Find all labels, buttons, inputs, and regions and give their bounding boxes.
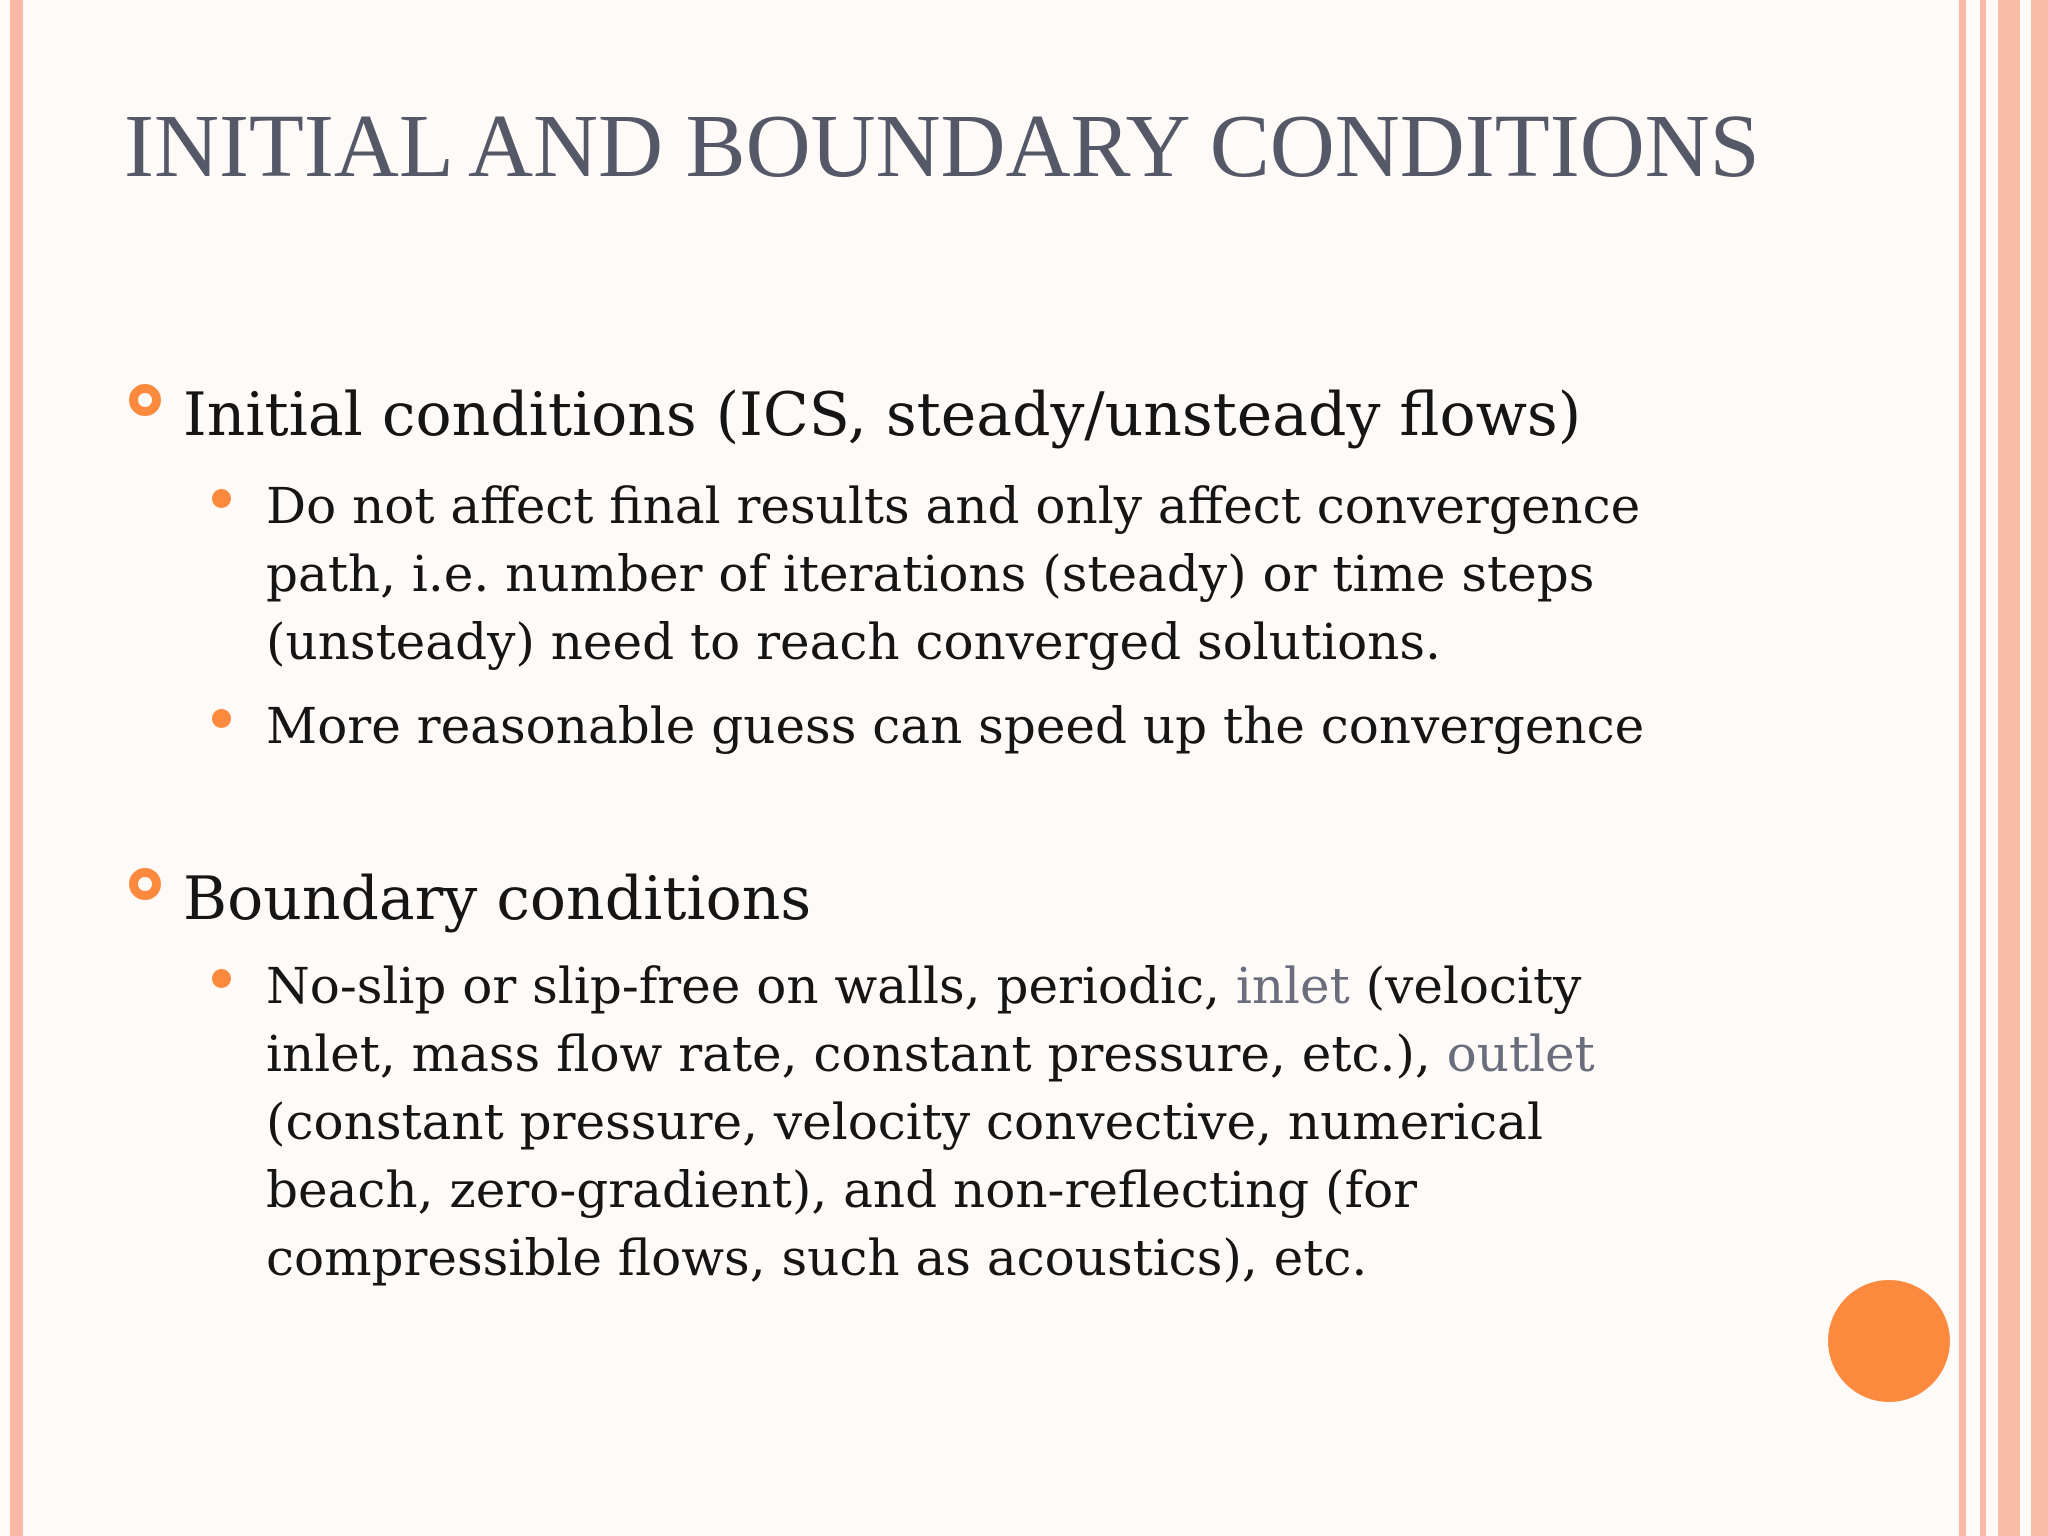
bullet-text-part-3: (constant pressure, velocity convective, numerical beach, zero-gradient), and non-reflecting (for compressible flows, such as acoustics), etc. — [266, 1093, 1543, 1287]
right-border-stripe-2 — [1980, 0, 1986, 1536]
orange-ring-icon — [129, 868, 161, 900]
orange-dot-icon — [212, 709, 231, 728]
orange-ring-icon — [129, 384, 161, 416]
bullet-initial-conditions-2: More reasonable guess can speed up the convergence — [266, 697, 1645, 755]
right-border-stripe-1 — [1959, 0, 1966, 1536]
orange-dot-icon — [212, 969, 231, 988]
inlet-highlight: inlet — [1235, 957, 1350, 1015]
outlet-highlight: outlet — [1446, 1025, 1595, 1083]
right-border-stripe-3 — [1998, 0, 2020, 1536]
left-border-stripe — [10, 0, 23, 1536]
section-heading-boundary-conditions: Boundary conditions — [183, 864, 812, 934]
bullet-boundary-conditions — [266, 952, 1716, 1292]
orange-dot-icon — [212, 489, 231, 508]
orange-circle — [1828, 1280, 1950, 1402]
right-border-stripe-4 — [2031, 0, 2048, 1536]
slide-title: INITIAL AND BOUNDARY CONDITIONS — [124, 97, 1760, 196]
section-heading-initial-conditions: Initial conditions (ICS, steady/unsteady flows) — [183, 380, 1582, 450]
bullet-initial-conditions-1: Do not affect final results and only affect convergence path, i.e. number of iterations (steady) or time steps (unsteady) need to reach converged solutions. — [266, 477, 1641, 671]
bullet-text-part-1: No-slip or slip-free on walls, periodic, — [266, 957, 1236, 1015]
bullet-text-part-2: (velocity inlet, mass flow rate, constant pressure, etc.), — [266, 957, 1582, 1083]
